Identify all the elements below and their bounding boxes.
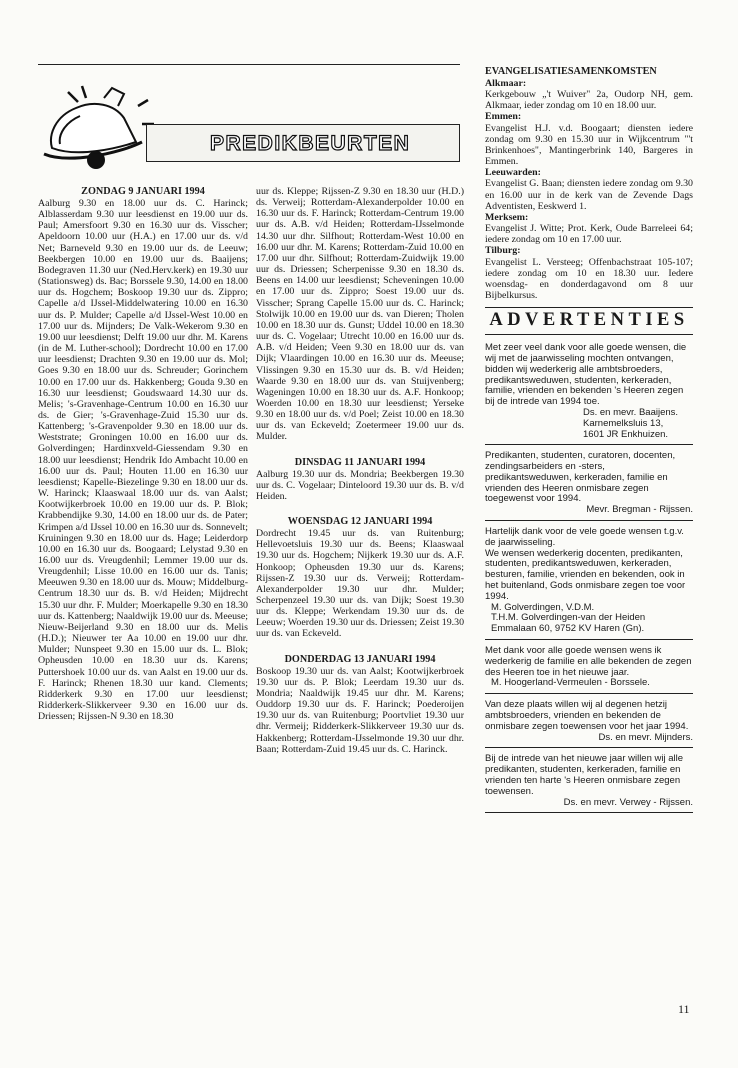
thursday-services: Boskoop 19.30 uur ds. van Aalst; Kootwijkerbroek 19.30 uur ds. P. Blok; Leerdam 19.30 uur ds. Mondria; Naaldwijk 19.45 uur dhr. M. Karens; Ouddorp 19.30 uur ds. F. Harinck; Poederoijen 19.30 uur ds. van Ruitenburg; Poortvliet 19.30 uur dhr. Vermeij; Ridderkerk-Slikkerveer 19.30 uur ds. Hakkenberg; Rotterdam-IJsselmonde 19.30 uur dhr. Baan; Rotterdam-Zuid 19.45 uur ds. C. Harinck. bbox=[256, 665, 464, 755]
ad-text: Met zeer veel dank voor alle goede wensen, die wij met de jaarwisseling mochten ontvangen, bidden wij wederkerig alle ambtsbroeders, predikantsweduwen, studenten, kerkeraden, familie, vrienden en bekenden 's Heeren zegen bij de intrede van 1994 toe. bbox=[485, 342, 687, 408]
column-2 bbox=[256, 186, 464, 755]
ad-signature: Ds. en mevr. Baaijens. bbox=[583, 406, 679, 418]
page-number: 11 bbox=[678, 1002, 690, 1016]
ad-text: Predikanten, studenten, curatoren, docenten, zendingsarbeiders en -sters, predikantsweduwen, kerkeraden, familie en vrienden des Heeren onmisbare zegen toegewenst voor 1994. bbox=[485, 450, 676, 505]
bell-icon bbox=[38, 84, 158, 176]
day-heading-tuesday: DINSDAG 11 JANUARI 1994 bbox=[294, 456, 426, 468]
entry-label: Tilburg: bbox=[485, 245, 521, 257]
evangelisation-heading: EVANGELISATIESAMENKOMSTEN bbox=[485, 66, 657, 77]
entry-text: Evangelist G. Baan; diensten iedere zondag om 9.30 en 16.00 uur in de kerk van de Zevende Dags Adventisten, Eeskwerd 1. bbox=[485, 178, 693, 212]
ad-text: We wensen wederkerig docenten, predikanten, studenten, predikantsweduwen, kerkeraden, besturen, familie, vrienden en bekenden, ook in het buitenland, Gods onmisbare zegen toe voor 1994. bbox=[485, 547, 686, 602]
sunday-services-continued: uur ds. Kleppe; Rijssen-Z 9.30 en 18.30 uur (H.D.) ds. Verweij; Rotterdam-Alexanderpolder 10.00 en 16.30 uur ds. F. Harinck; Rotterdam-Centrum 19.00 uur ds. A.B. v/d Heiden; Rotterdam-IJsselmonde 14.30 uur dhr. Silfhout; Rotterdam-West 10.00 en 16.00 uur dhr. M. Karens; Rotterdam-Zuid 10.00 en 17.00 uur dhr. Silfhout; Rotterdam-Zuidwijk 19.00 uur ds. Driessen; Scherpenisse 9.30 en 18.30 ds. Beens en 14.00 uur leesdienst; Scheveningen 10.00 en 17.00 uur ds. Zippro; Soest 19.00 uur ds. Visscher; Sprang Capelle 15.00 uur ds. C. Harinck; Stolwijk 10.00 en 19.00 uur ds. van Dieren; Tholen 10.00 en 18.30 uur ds. Gunst; Uddel 10.00 en 18.30 uur ds. C. Vogelaar; Utrecht 10.00 en 16.00 uur ds. A.B. v/d Heiden; Veen 9.30 en 18.00 uur ds. van Dijk; Vlaardingen 10.00 en 16.30 uur ds. Meeuse; Vlissingen 9.30 en 15.30 uur ds. B. v/d Heiden; Waarde 9.30 en 18.00 uur ds. van Stuijvenberg; Wageningen 10.00 en 18.30 uur ds. A.F. Honkoop; Woerden 10.00 en 18.30 uur leesdienst; Yerseke 9.30 en 18.00 uur ds. v/d Poel; Zeist 10.00 en 18.30 uur ds. van Eckeveld; Zoetermeer 19.00 uur ds. Mulder. bbox=[256, 186, 464, 443]
advertisement bbox=[485, 698, 693, 748]
day-heading-sunday: ZONDAG 9 JANUARI 1994 bbox=[81, 186, 205, 197]
advertisement bbox=[485, 449, 693, 521]
column-1 bbox=[38, 186, 248, 722]
ad-signature: Ds. en mevr. Mijnders. bbox=[598, 731, 693, 743]
advertisement bbox=[485, 341, 693, 445]
ad-text: Met dank voor alle goede wensen wens ik wederkerig de familie en alle bekenden de zegen des Heeren toe in het nieuwe jaar. bbox=[485, 645, 692, 678]
entry-label: Leeuwarden: bbox=[485, 167, 541, 179]
ad-text: Hartelijk dank voor de vele goede wensen t.g.v. de jaarwisseling. bbox=[485, 526, 684, 548]
entry-label: Emmen: bbox=[485, 111, 522, 123]
entry-text: Kerkgebouw „'t Wuiver" 2a, Oudorp NH, gem. Alkmaar, ieder zondag om 10 en 18.00 uur. bbox=[485, 89, 693, 112]
column-3 bbox=[485, 66, 693, 817]
day-heading-thursday: DONDERDAG 13 JANUARI 1994 bbox=[284, 653, 436, 665]
ad-address: Emmalaan 60, 9752 KV Haren (Gn). bbox=[491, 623, 645, 635]
tuesday-services: Aalburg 19.30 uur ds. Mondria; Beekbergen 19.30 uur ds. C. Vogelaar; Dinteloord 19.30 uur ds. B. v/d Heiden. bbox=[256, 468, 464, 502]
ad-text: Bij de intrede van het nieuwe jaar willen wij alle predikanten, studenten, kerkeraden, familie en vrienden ten harte 's Heeren onmisbare zegen toewensen. bbox=[485, 753, 684, 797]
advertisement bbox=[485, 644, 693, 694]
day-heading-wednesday: WOENSDAG 12 JANUARI 1994 bbox=[287, 516, 433, 528]
sunday-services: Aalburg 9.30 en 18.00 uur ds. C. Harinck; Alblasserdam 9.30 uur leesdienst en 19.00 uur ds. Paul; Amersfoort 9.30 en 16.30 uur ds. Visscher; Apeldoorn 10.00 uur (H.A.) en 17.00 uur ds. v/d Net; Barneveld 9.30 en 19.00 uur ds. de Leeuw; Beekbergen 10.00 en 19.00 uur ds. Baaijens; Bodegraven 11.30 uur (Ned.Herv.kerk) en 19.30 uur (Stationsweg) ds. Bac; Borssele 9.30, 14.00 en 18.00 uur ds. Hogchem; Boskoop 19.30 uur ds. Zippro; Capelle a/d IJssel-Middelwatering 10.00 en 16.30 uur ds. P. Mulder; Capelle a/d IJssel-West 10.00 en 17.00 uur ds. Mijnders; De Valk-Wekerom 9.30 en 19.00 uur leesdienst; Delft 19.00 uur dhr. M. Karens (in de M. Luther-school); Dordrecht 10.00 en 17.00 uur leesdienst; Drachten 9.30 en 19.00 uur ds. Mol; Goes 9.30 en 18.00 uur ds. Schreuder; Gorinchem 10.00 en 17.00 uur ds. Hakkenberg; Gouda 9.30 en 16.30 uur leesdienst; Goudswaard 14.30 uur ds. Melis; 's-Gravenhage-Centrum 10.00 en 16.30 uur ds. de Gier; 's-Gravenhage-Zuid 15.30 uur ds. Kattenberg; 's-Gravenpolder 9.30 en 18.00 uur ds. Weststrate; Groningen 10.00 en 16.00 uur ds. Golverdingen; Hardinxveld-Giessendam 9.30 en 18.00 uur leesdienst; Hendrik Ido Ambacht 10.00 en 16.00 uur ds. Paul; Houten 11.00 en 16.30 uur leesdienst; Kapelle-Biezelinge 9.30 en 18.00 uur ds. W. Harinck; Klaaswaal 18.00 uur ds. van Aalst; Kootwijkerbroek 10.00 en 19.00 uur ds. P. Blok; Krabbendijke 9.30, 14.00 en 18.00 uur ds. de Pater; Krimpen a/d IJssel 10.00 en 16.30 uur ds. Sonnevelt; Kruiningen 9.30 en 18.00 uur ds. Hage; Leiderdorp 10.00 en 16.30 uur ds. Boogaard; Lelystad 9.30 en 16.00 uur ds. Vreugdenhil; Lemmer 19.00 uur ds. Vreugdenhil; Lisse 10.00 en 16.00 uur ds. Tanis; Meeuwen 9.30 en 18.00 uur ds. Mouw; Middelburg-Centrum 18.30 uur ds. B. v/d Heiden; Mijdrecht 15.30 uur dhr. F. Mulder; Moerkapelle 9.30 en 18.30 uur ds. Kattenberg; Naaldwijk 19.00 uur ds. Meeuse; Nieuw-Beijerland 9.30 en 18.00 uur ds. Melis (H.D.); Nieuwer ter Aa 10.00 en 19.00 uur dhr. Mulder; Nunspeet 9.30 en 15.00 uur ds. L. Blok; Opheusden 10.00 en 18.30 uur ds. Karens; Puttershoek 10.00 uur ds. van Aalst en 19.00 uur ds. F. Harinck; Rhenen 18.30 uur kand. Clements; Ridderkerk 9.30 en 17.00 uur leesdienst; Ridderkerk-Slikkerveer 9.30 en 16.00 uur ds. Driessen; Rijssen-N 9.30 en 18.30 bbox=[38, 198, 248, 723]
banner bbox=[38, 84, 460, 176]
wednesday-services: Dordrecht 19.45 uur ds. van Ruitenburg; Hellevoetsluis 19.30 uur ds. Beens; Klaaswaal 19.30 uur ds. Hogchem; Nijkerk 19.30 uur ds. A.F. Honkoop; Opheusden 19.30 uur ds. Karens; Rijssen-Z 19.30 uur ds. Verweij; Rotterdam-Alexanderpolder 19.30 uur dhr. Mulder; Scherpenzeel 19.30 uur ds. van Dijk; Soest 19.30 uur ds. Kleppe; Werkendam 19.30 uur ds. de Leeuw; Woerden 19.30 uur ds. Driessen; Zeist 19.30 uur ds. van Eckeveld. bbox=[256, 528, 465, 640]
entry-text: Evangelist J. Witte; Prot. Kerk, Oude Barreleei 64; iedere zondag om 10 en 17.00 uur. bbox=[485, 223, 693, 246]
ad-signature: Ds. en mevr. Verwey - Rijssen. bbox=[563, 796, 693, 808]
entry-text: Evangelist H.J. v.d. Boogaart; diensten iedere zondag om 9.30 en 15.30 uur in Wijkcentrum "'t Brinkenhoes", Mantingerbrink 140, Bargeres in Emmen. bbox=[485, 122, 693, 168]
top-rule bbox=[38, 64, 460, 65]
advertisement bbox=[485, 525, 693, 640]
ad-address: Karnemelksluis 13, bbox=[583, 417, 664, 429]
entry-label: Alkmaar: bbox=[485, 78, 527, 89]
ad-signature: M. Golverdingen, V.D.M. bbox=[491, 601, 595, 613]
ad-signature: Mevr. Bregman - Rijssen. bbox=[586, 504, 693, 516]
entry-label: Merksem: bbox=[485, 211, 529, 223]
ad-address: 1601 JR Enkhuizen. bbox=[583, 428, 669, 440]
section-title: PREDIKBEURTEN bbox=[210, 132, 411, 155]
entry-text: Evangelist L. Versteeg; Offenbachstraat 105-107; iedere zondag om 10 en 18.30 uur. Iedere woensdag- en donderdagavond om 8 uur Bijbelkursus. bbox=[485, 256, 693, 301]
ad-signature: T.H.M. Golverdingen-van der Heiden bbox=[491, 612, 646, 624]
advertisement bbox=[485, 752, 693, 813]
ad-text: Van deze plaats willen wij al degenen hetzij ambtsbroeders, vrienden en bekenden de onmisbare zegen toewensen voor het jaar 1994. bbox=[485, 699, 689, 732]
advertisements-heading: ADVERTENTIES bbox=[485, 307, 693, 335]
ad-signature: M. Hoogerland-Vermeulen - Borssele. bbox=[491, 677, 650, 689]
